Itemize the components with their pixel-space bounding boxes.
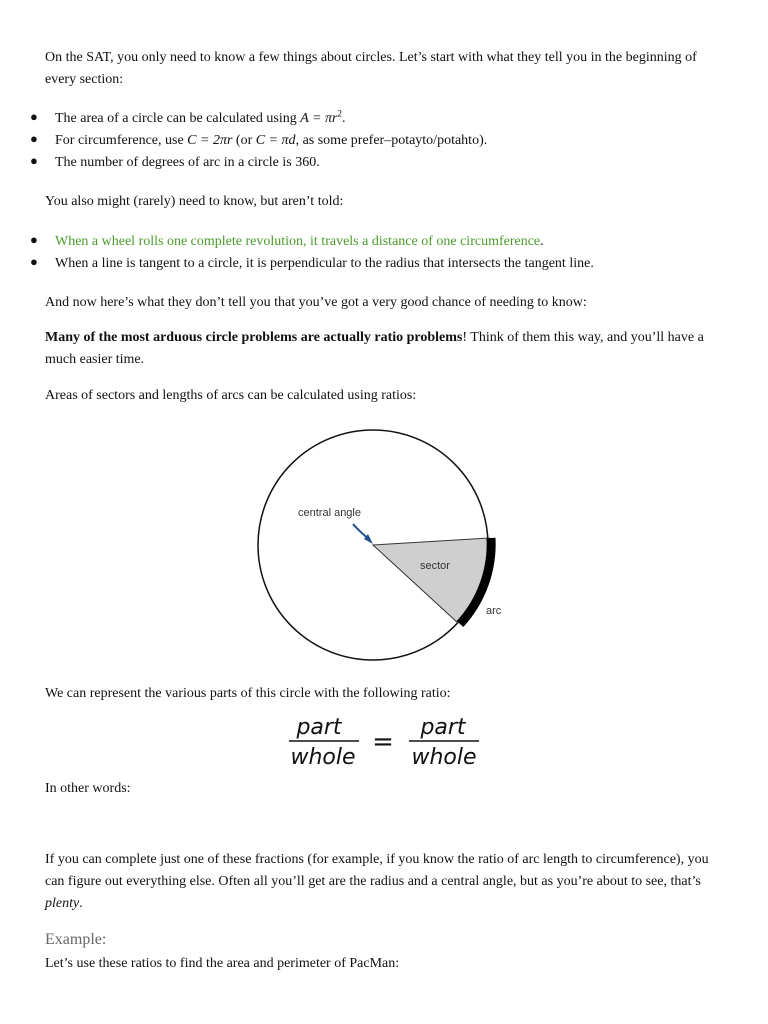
sectors-paragraph: Areas of sectors and lengths of arcs can be calculated using ratios: <box>45 388 417 403</box>
sector-label: sector <box>420 560 450 572</box>
list-item: For circumference, use C = 2πr (or C = πd, as some prefer–potayto/potahto). <box>55 133 488 148</box>
list-item: When a wheel rolls one complete revolution, it travels a distance of one circumference. <box>55 234 544 249</box>
bullet-icon: ● <box>30 254 38 269</box>
complete-paragraph: If you can complete just one of these fractions (for example, if you know the ratio of arc length to circumference), you can figure out everything else. Often all you’ll get are the radius and a central angle, but as you’re about to see, that’s plenty. <box>45 852 709 911</box>
list-item: The number of degrees of arc in a circle is 360. <box>55 155 320 170</box>
equals-sign: = <box>372 727 394 757</box>
intro-paragraph: On the SAT, you only need to know a few things about circles. Let’s start with what they tell you in the beginning of every section: <box>45 50 697 87</box>
denominator-right: whole <box>411 745 477 770</box>
bullet-icon: ● <box>30 153 38 168</box>
central-angle-label: central angle <box>298 507 361 519</box>
numerator-left: part <box>296 715 342 740</box>
chance-paragraph: And now here’s what they don’t tell you that you’ve got a very good chance of needing to know: <box>45 295 587 310</box>
example-heading: Example: <box>45 931 107 948</box>
other-words-paragraph: In other words: <box>45 781 131 796</box>
denominator-left: whole <box>290 745 356 770</box>
bullet-icon: ● <box>30 232 38 247</box>
list-item: The area of a circle can be calculated using $A = \pi r^2$. <box>55 108 346 126</box>
list-item: When a line is tangent to a circle, it is perpendicular to the radius that intersects the tangent line. <box>55 256 594 271</box>
untold-intro: You also might (rarely) need to know, but aren’t told: <box>45 194 344 209</box>
bullet-icon: ● <box>30 109 38 124</box>
pacman-paragraph: Let’s use these ratios to find the area and perimeter of PacMan: <box>45 956 400 971</box>
represent-paragraph: We can represent the various parts of this circle with the following ratio: <box>45 686 451 701</box>
ratio-paragraph: Many of the most arduous circle problems are actually ratio problems! Think of them this way, and you’ll have a much easier time. <box>45 330 704 367</box>
numerator-right: part <box>420 715 466 740</box>
circle-diagram <box>240 420 520 670</box>
ratio-emphasis: Many of the most arduous circle problems are actually ratio problems <box>45 330 463 345</box>
bullet-icon: ● <box>30 131 38 146</box>
ratio-fraction <box>285 710 485 770</box>
arc-label: arc <box>486 605 502 617</box>
highlighted-fact: When a wheel rolls one complete revolution, it travels a distance of one circumference <box>55 234 541 249</box>
